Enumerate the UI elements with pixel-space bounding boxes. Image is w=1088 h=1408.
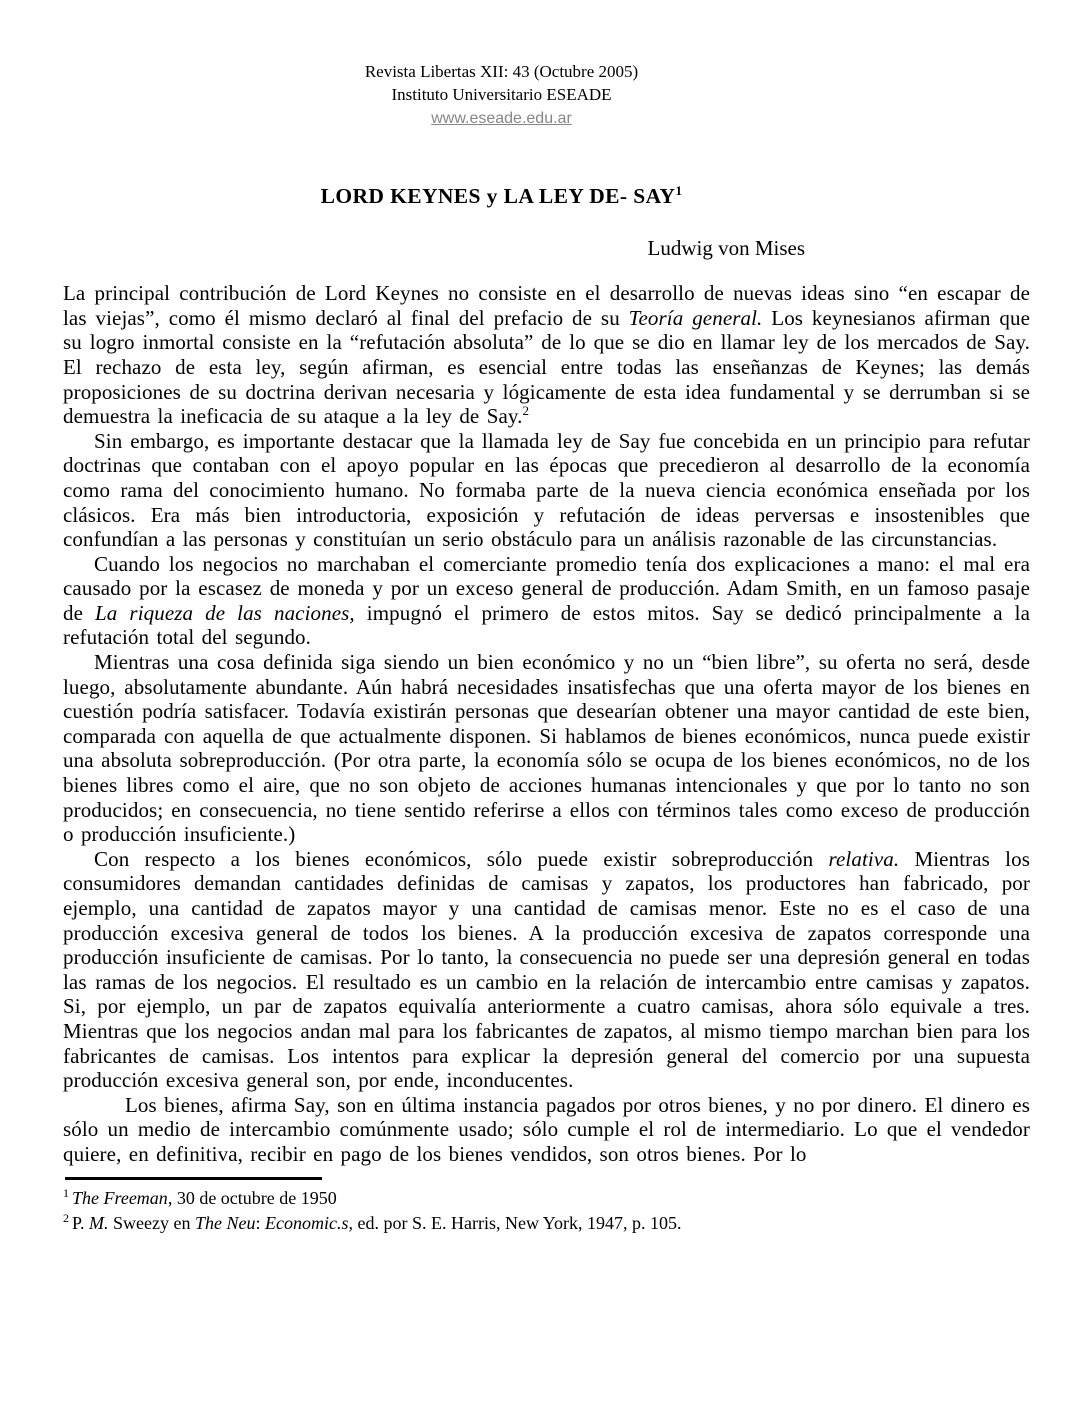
- article-title: [63, 177, 940, 210]
- paragraph-5-text-cont: Mientras los consumidores demandan cantidades definidas de camisas y zapatos, los productores han fabricado, por ejemplo, una cantidad de zapatos mayor y una cantidad de camisas menor. Este no es el caso de una producción excesiva general de todos los bienes. A la producción excesiva de zapatos corresponde una producción insuficiente de camisas. Por lo tanto, la consecuencia no puede ser una depresión general en todas las ramas de los negocios. El resultado es un cambio en la relación de intercambio entre camisas y zapatos. Si, por ejemplo, un par de zapatos equivalía anteriormente a cuatro camisas, ahora sólo equivale a tres. Mientras que los negocios andan mal para los fabricantes de zapatos, al mismo tiempo marchan bien para los fabricantes de camisas. Los intentos para explicar la depresión general del comercio por una supuesta producción excesiva general son, por ende, inconducentes.: [63, 846, 1030, 1093]
- article-body: [63, 281, 1030, 1166]
- footnote-2-text-a: P.: [72, 1212, 90, 1233]
- footnote-2-book-a: The Neu: [194, 1212, 256, 1233]
- footnote-ref-2-marker: 2: [522, 403, 530, 419]
- footnote-1-number: 1: [63, 1185, 69, 1200]
- paragraph-4: [63, 650, 1030, 847]
- paragraph-2: [63, 429, 1030, 552]
- website-link-row: [63, 106, 940, 130]
- footnote-2-book-b: Economic.s: [265, 1212, 349, 1233]
- paragraph-4-text: Mientras una cosa definida siga siendo un bien económico y no un “bien libre”, su oferta no será, desde luego, absolutamente abundante. Aún habrá necesidades insatisfechas que una oferta mayor de los bienes en cuestión podría satisfacer. Todavía existirán personas que desearían obtener una mayor cantidad de este bien, comparada con aquella de que actualmente disponen. Si hablamos de bienes económicos, nunca puede existir una absoluta sobreproducción. (Por otra parte, la economía sólo se ocupa de los bienes económicos, no de los bienes libres como el aire, que no son objeto de acciones humanas intencionales y que por lo tanto no son producidos; en consecuencia, no tiene sentido referirse a ellos con términos tales como exceso de producción o producción insuficiente.): [63, 650, 1030, 847]
- book-title-teoria-general: Teoría general.: [628, 305, 763, 330]
- paragraph-1-text: La principal contribución de Lord Keynes no consiste en el desarrollo de nuevas ideas sino “en escapar de las viejas”, como él mismo declaró al final del prefacio de su: [63, 281, 1030, 330]
- journal-header: [63, 60, 940, 130]
- institute-name: Instituto Universitario ESEADE: [391, 85, 612, 104]
- paragraph-3-text: Cuando los negocios no marchaban el comerciante promedio tenía dos explicaciones a mano: el mal era causado por la escasez de moneda y por un exceso general de producción. Adam Smith, en un famoso pasaje de: [63, 551, 1030, 625]
- footnote-divider: [65, 1177, 322, 1180]
- footnote-2-number: 2: [63, 1210, 69, 1225]
- book-title-la-riqueza: La riqueza de las naciones,: [95, 600, 355, 625]
- paragraph-6: [63, 1093, 1030, 1167]
- footnote-ref-1-marker: 1: [675, 183, 683, 198]
- paragraph-1-text-cont: Los keynesianos afirman que su logro inmortal consiste en la “refutación absoluta” de lo que se dio en llamar ley de los mercados de Say. El rechazo de esta ley, según afirman, es esencial entre todas las enseñanzas de Keynes; las demás proposiciones de su doctrina derivan necesaria y lógicamente de esta idea fundamental y se derrumban si se demuestra la ineficacia de su ataque a la ley de Say.: [63, 305, 1031, 429]
- footnote-1-text: , 30 de octubre de 1950: [167, 1187, 337, 1208]
- paragraph-5: [63, 847, 1030, 1093]
- footnote-2-text-d: , ed. por S. E. Harris, New York, 1947, p. 105.: [348, 1212, 682, 1233]
- emphasis-relativa: relativa.: [828, 846, 900, 871]
- paragraph-2-text: Sin embargo, es importante destacar que la llamada ley de Say fue concebida en un principio para refutar doctrinas que contaban con el apoyo popular en las épocas que precedieron al desarrollo de la economía como rama del conocimiento humano. No formaba parte de la nueva ciencia económica enseñada por los clásicos. Era más bien introductoria, exposición y refutación de ideas perversas e insostenibles que confundían a las personas y constituían un serio obstáculo para un análisis razonable de las circunstancias.: [63, 428, 1030, 552]
- footnote-2: [63, 1211, 1030, 1236]
- paragraph-5-text: Con respecto a los bienes económicos, sólo puede existir sobreproducción: [94, 846, 829, 871]
- footnote-2-initial: M.: [89, 1212, 109, 1233]
- footnote-1-source: The Freeman: [72, 1187, 168, 1208]
- paragraph-6-text: Los bienes, afirma Say, son en última instancia pagados por otros bienes, y no por dinero. El dinero es sólo un medio de intercambio comúnmente usado; sólo cumple el rol de intermediario. Lo que el vendedor quiere, en definitiva, recibir en pago de los bienes vendidos, son otros bienes. Por lo: [63, 1092, 1030, 1166]
- paragraph-1: [63, 281, 1030, 429]
- article-title-text: LORD KEYNES y LA LEY DE- SAY: [320, 184, 676, 209]
- website-link[interactable]: www.eseade.edu.ar: [431, 110, 572, 127]
- footnote-2-text-c: :: [255, 1212, 265, 1233]
- footnotes-section: [63, 1186, 1030, 1236]
- journal-title: Revista Libertas XII: 43 (Octubre 2005): [364, 62, 639, 81]
- author-name: Ludwig von Mises: [647, 236, 805, 261]
- footnote-2-text-b: Sweezy en: [108, 1212, 195, 1233]
- paragraph-3: [63, 552, 1030, 650]
- footnote-1: [63, 1186, 1030, 1211]
- paragraph-3-text-cont: impugnó el primero de estos mitos. Say se dedicó principalmente a la refutación total del segundo.: [63, 600, 1030, 650]
